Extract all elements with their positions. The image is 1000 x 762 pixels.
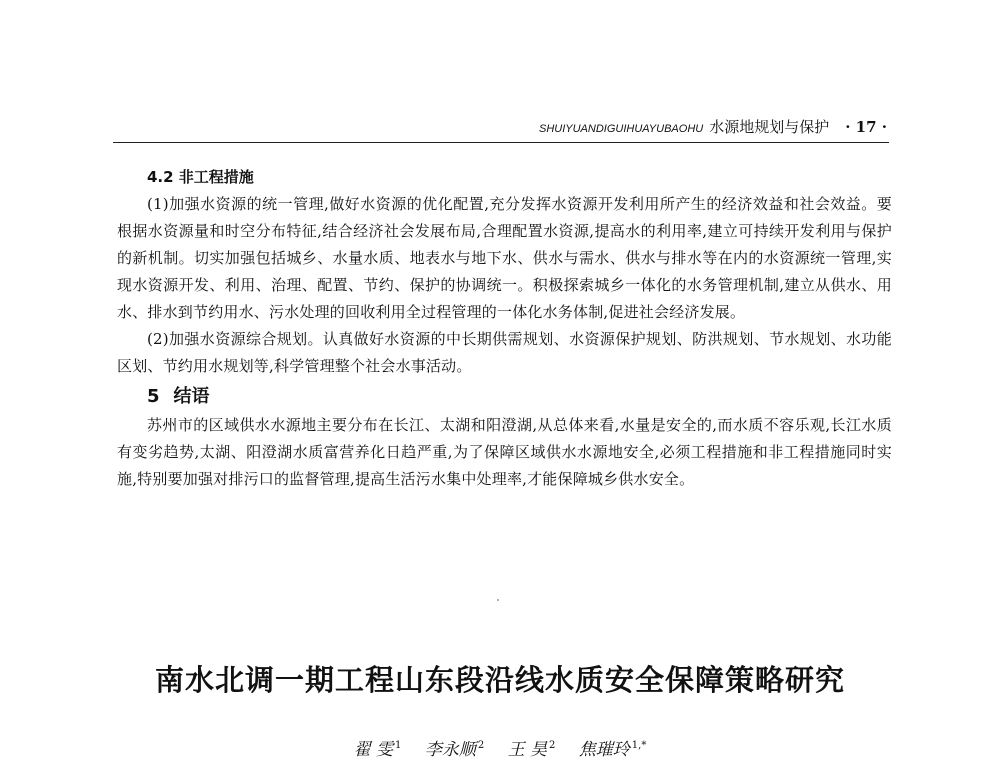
journal-pinyin: SHUIYUANDIGUIHUAYUBAOHU	[539, 123, 704, 135]
author-affiliation: 1	[395, 740, 402, 751]
author	[425, 740, 484, 760]
author-name: 李永顺	[424, 739, 476, 760]
section-heading-5	[147, 382, 892, 412]
article-title: 南水北调一期工程山东段沿线水质安全保障策略研究	[154, 663, 845, 697]
header-rule	[113, 142, 889, 143]
author-affiliation: 2	[549, 740, 556, 751]
author	[354, 740, 402, 760]
scan-speck	[497, 599, 499, 601]
page-number: · 17 ·	[845, 118, 887, 136]
author-name: 王 昊	[507, 739, 548, 760]
author-affiliation: 2	[477, 740, 485, 751]
author-name: 翟 雯	[353, 739, 394, 760]
author-list	[0, 734, 1000, 762]
subsection-heading-4-2: 4.2 非工程措施	[147, 168, 254, 186]
author	[508, 740, 556, 760]
section-number: 5	[147, 386, 160, 407]
paragraph-4-2-item-2: (2)加强水资源综合规划。认真做好水资源的中长期供需规划、水资源保护规划、防洪规划、节水规划、水功能区划、节约用水规划等,科学管理整个社会水事活动。	[117, 330, 892, 375]
conclusion-paragraph: 苏州市的区域供水水源地主要分布在长江、太湖和阳澄湖,从总体来看,水量是安全的,而水质不容乐观,长江水质有变劣趋势,太湖、阳澄湖水质富营养化日趋严重,为了保障区域供水水源地安全,必须工程措施和非工程措施同时实施,特别要加强对排污口的监督管理,提高生活污水集中处理率,才能保障城乡供水安全。	[117, 416, 892, 488]
author	[579, 740, 647, 760]
author-name: 焦璀玲	[578, 739, 630, 760]
author-affiliation: 1,*	[631, 740, 647, 751]
section-title: 结语	[173, 386, 210, 407]
journal-section-title: 水源地规划与保护	[709, 118, 830, 136]
body-text	[117, 165, 892, 493]
paragraph-4-2-item-1: (1)加强水资源的统一管理,做好水资源的优化配置,充分发挥水资源开发利用所产生的经济效益和社会效益。要根据水资源量和时空分布特征,结合经济社会发展布局,合理配置水资源,提高水的利用率,建立可持续开发利用与保护的新机制。切实加强包括城乡、水量水质、地表水与地下水、供水与需水、供水与排水等在内的水资源统一管理,实现水资源开发、利用、治理、配置、节约、保护的协调统一。积极探索城乡一体化的水务管理机制,建立从供水、用水、排水到节约用水、污水处理的回收利用全过程管理的一体化水务体制,促进社会经济发展。	[117, 195, 892, 321]
running-header	[115, 116, 887, 138]
